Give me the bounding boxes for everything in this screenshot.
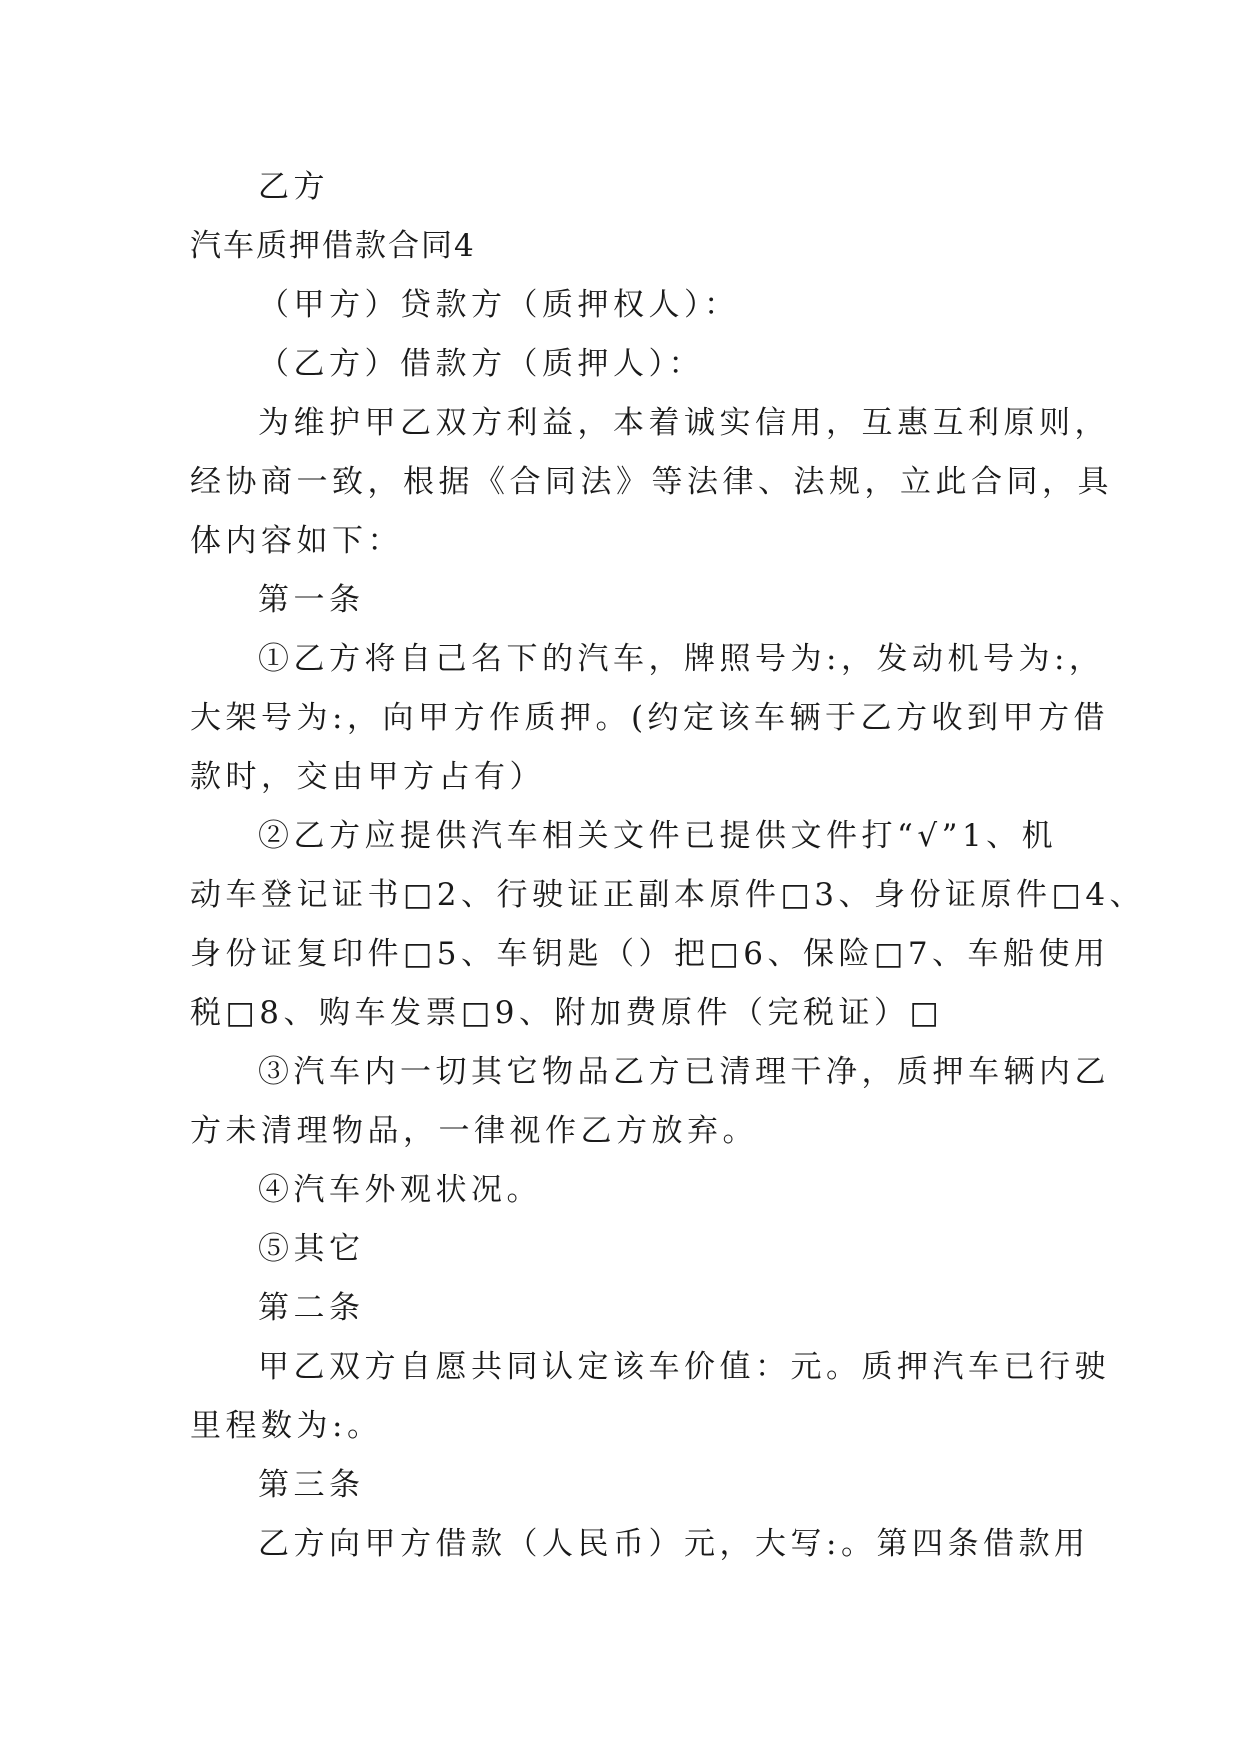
article-1-item-1-line-3: 款时，交由甲方占有） — [190, 759, 545, 795]
article-1-heading: 第一条 — [258, 582, 365, 618]
article-1-item-2-line-1: ②乙方应提供汽车相关文件已提供文件打“√”1、机 — [258, 818, 1058, 854]
preamble-line-3: 体内容如下： — [190, 523, 403, 559]
article-1-item-3-line-2: 方未清理物品，一律视作乙方放弃。 — [190, 1113, 758, 1149]
article-1-item-2-line-3: 身份证复印件□5、车钥匙（）把□6、保险□7、车船使用 — [190, 936, 1110, 972]
article-1-item-3-line-1: ③汽车内一切其它物品乙方已清理干净，质押车辆内乙 — [258, 1054, 1110, 1090]
preamble-line-1: 为维护甲乙双方利益，本着诚实信用，互惠互利原则， — [258, 405, 1110, 441]
article-2-heading: 第二条 — [258, 1290, 365, 1326]
article-1-item-4: ④汽车外观状况。 — [258, 1172, 542, 1208]
article-2-line-1: 甲乙双方自愿共同认定该车价值：元。质押汽车已行驶 — [258, 1349, 1110, 1385]
party-b-line: （乙方）借款方（质押人）： — [258, 346, 704, 382]
article-3-line-1: 乙方向甲方借款（人民币）元，大写:。第四条借款用 — [258, 1526, 1090, 1562]
article-1-item-1-line-1: ①乙方将自己名下的汽车，牌照号为:，发动机号为:， — [258, 641, 1105, 677]
party-b-label: 乙方 — [258, 169, 329, 205]
preamble-line-2: 经协商一致，根据《合同法》等法律、法规，立此合同，具 — [190, 464, 1113, 500]
article-1-item-1-line-2: 大架号为:，向甲方作质押。(约定该车辆于乙方收到甲方借 — [190, 700, 1110, 736]
document-body — [190, 158, 1146, 1574]
party-a-line: （甲方）贷款方（质押权人）： — [258, 287, 740, 323]
article-1-item-2-line-2: 动车登记证书□2、行驶证正副本原件□3、身份证原件□4、 — [190, 877, 1146, 913]
article-3-heading: 第三条 — [258, 1467, 365, 1503]
article-2-line-2: 里程数为:。 — [190, 1408, 383, 1444]
article-1-item-5: ⑤其它 — [258, 1231, 365, 1267]
contract-title: 汽车质押借款合同4 — [190, 228, 476, 264]
article-1-item-2-line-4: 税□8、购车发票□9、附加费原件（完税证）□ — [190, 995, 944, 1031]
